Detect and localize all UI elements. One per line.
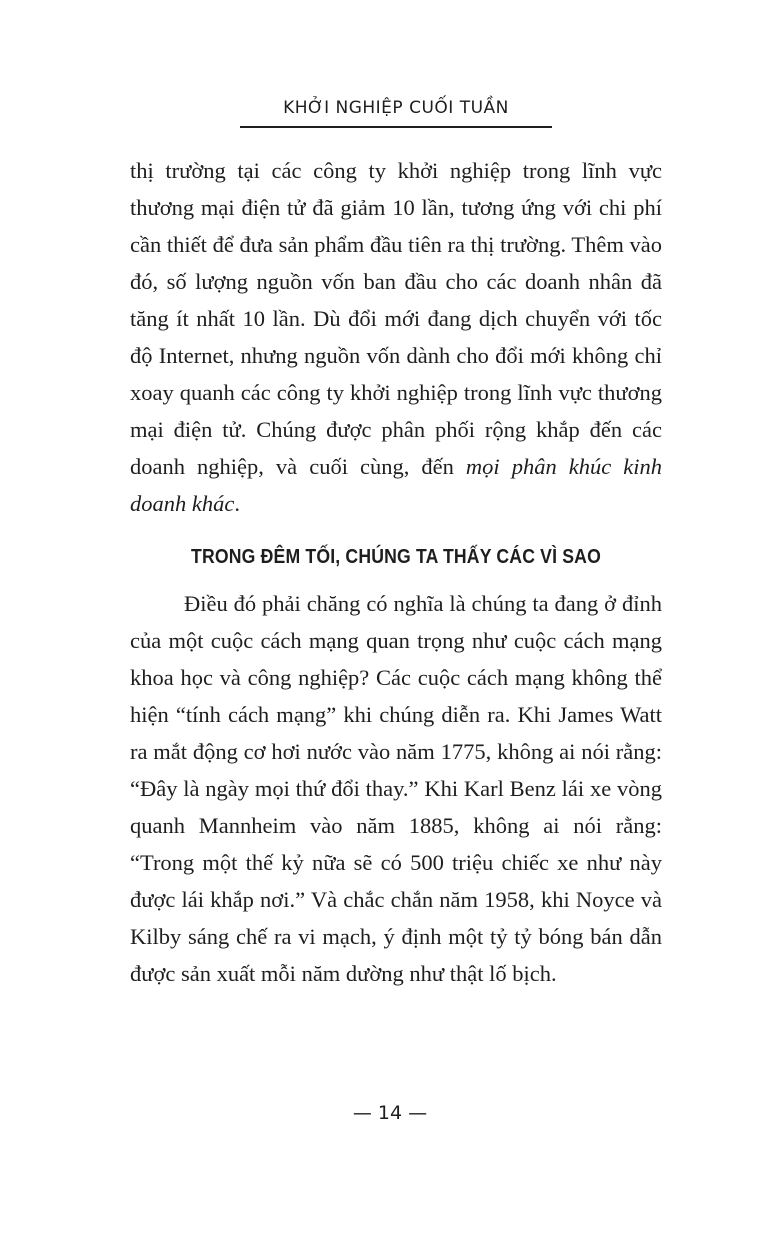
- paragraph-end-punct: .: [234, 491, 240, 516]
- section-paragraph: Điều đó phải chăng có nghĩa là chúng ta đang ở đỉnh của một cuộc cách mạng quan trọng như cuộc cách mạng khoa học và công nghiệp? Các cuộc cách mạng không thể hiện “tính cách mạng” khi chúng diễn ra. Khi James Watt ra mắt động cơ hơi nước vào năm 1775, không ai nói rằng: “Đây là ngày mọi thứ đổi thay.” Khi Karl Benz lái xe vòng quanh Mannheim vào năm 1885, không ai nói rằng: “Trong một thế kỷ nữa sẽ có 500 triệu chiếc xe như này được lái khắp nơi.” Và chắc chắn năm 1958, khi Noyce và Kilby sáng chế ra vi mạch, ý định một tỷ tỷ bóng bán dẫn được sản xuất mỗi năm dường như thật lố bịch.: [130, 591, 662, 986]
- body-text: [130, 152, 662, 992]
- section-heading: TRONG ĐÊM TỐI, CHÚNG TA THẤY CÁC VÌ SAO: [191, 545, 601, 568]
- paragraph-continued: [130, 152, 662, 522]
- paragraph-text: thị trường tại các công ty khởi nghiệp trong lĩnh vực thương mại điện tử đã giảm 10 lần, tương ứng với chi phí cần thiết để đưa sản phẩm đầu tiên ra thị trường. Thêm vào đó, số lượng nguồn vốn ban đầu cho các doanh nhân đã tăng ít nhất 10 lần. Dù đổi mới đang dịch chuyển với tốc độ Internet, nhưng nguồn vốn dành cho đổi mới không chỉ xoay quanh các công ty khởi nghiệp trong lĩnh vực thương mại điện tử. Chúng được phân phối rộng khắp đến các doanh nghiệp, và cuối cùng, đến: [130, 158, 662, 479]
- emphasized-text: mọi phân khúc kinh doanh khác: [130, 454, 663, 516]
- page-number: — 14 —: [352, 1102, 428, 1124]
- running-header: KHỞI NGHIỆP CUỐI TUẦN: [240, 98, 552, 128]
